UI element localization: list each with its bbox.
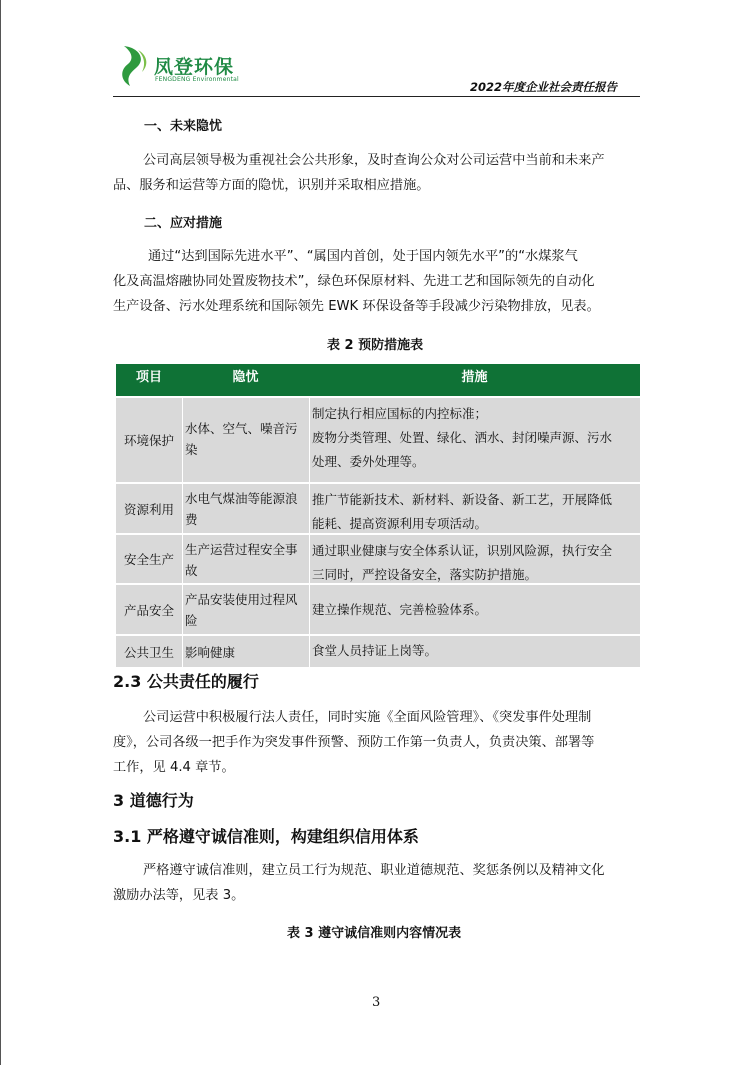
- text-line: 激励办法等，见表 3。: [113, 888, 245, 903]
- table-row: [116, 583, 640, 634]
- header-measure: 措施: [461, 370, 488, 385]
- text-line: 处理、委外处理等。: [312, 454, 425, 469]
- text-line: 故: [185, 563, 198, 578]
- text-line: 水体、空气、噪音污: [185, 421, 298, 436]
- text-line: 制定执行相应国标的内控标准；: [312, 406, 488, 421]
- text-line: 公司运营中积极履行法人责任，同时实施《全面风险管理》、《突发事件处理制: [143, 710, 592, 725]
- paragraph-2-3: [113, 705, 641, 780]
- text-line: 废物分类管理、处置、绿化、洒水、封闭噪声源、污水: [312, 430, 613, 445]
- text-line: 生产设备、污水处理系统和国际领先 EWK 环保设备等手段减少污染物排放，见表。: [113, 299, 600, 314]
- header-divider: [113, 96, 640, 97]
- cell-concern: [182, 535, 309, 583]
- text-line: 工作，见 4.4 章节。: [113, 760, 235, 775]
- text-line: 化及高温熔融协同处置废物技术”，绿色环保原材料、先进工艺和国际领先的自动化: [113, 274, 595, 289]
- cell-concern: [182, 636, 309, 667]
- text-line: 通过职业健康与安全体系认证，识别风险源，执行安全: [312, 543, 613, 558]
- text-line: 三同时，严控设备安全，落实防护措施。: [312, 567, 538, 582]
- text-line: 影响健康: [185, 645, 236, 660]
- page-left-border: [0, 0, 1, 1065]
- paragraph-3-1: [113, 858, 641, 908]
- text-line: 险: [185, 613, 198, 628]
- text-line: 建立操作规范、完善检验体系。: [312, 602, 488, 617]
- text-line: 水电气煤油等能源浪: [185, 491, 298, 506]
- logo-english-text: FENGDENG Environmental: [155, 76, 239, 83]
- paragraph-future-concerns: [113, 148, 641, 198]
- header-concern: 隐忧: [232, 370, 259, 385]
- cell-measure: [309, 484, 640, 533]
- text-line: 染: [185, 442, 198, 457]
- cell-measure: [309, 636, 640, 667]
- heading-future-concerns: 一、未来隐忧: [144, 119, 223, 134]
- text-line: 生产运营过程安全事: [185, 542, 298, 557]
- text-line: 通过“达到国际先进水平”、“属国内首创，处于国内领先水平”的“水煤浆气: [148, 249, 578, 264]
- cell-concern: [182, 585, 309, 634]
- cell-measure: [309, 535, 640, 583]
- table-header-row: [116, 364, 640, 396]
- logo-chinese-text: 凤登环保: [154, 56, 235, 78]
- table-row: [116, 482, 640, 533]
- page-number: 3: [372, 995, 381, 1010]
- cell-measure: [309, 585, 640, 634]
- table-row: [116, 396, 640, 482]
- cell-item: 安全生产: [123, 552, 174, 567]
- text-line: 食堂人员持证上岗等。: [312, 643, 438, 658]
- text-line: 产品安装使用过程风: [185, 592, 298, 607]
- text-line: 推广节能新技术、新材料、新设备、新工艺，开展降低: [312, 492, 613, 507]
- text-line: 能耗、提高资源利用专项活动。: [312, 516, 488, 531]
- company-logo: [116, 42, 239, 88]
- heading-response-measures: 二、应对措施: [144, 216, 223, 231]
- leaf-logo-icon: [116, 42, 156, 88]
- cell-item: 产品安全: [123, 602, 174, 618]
- heading-3: 3 道德行为: [113, 791, 194, 810]
- cell-item: 公共卫生: [123, 644, 174, 660]
- cell-measure: [309, 398, 640, 482]
- text-line: 品、服务和运营等方面的隐忧，识别并采取相应措施。: [113, 178, 430, 193]
- text-line: 严格遵守诚信准则，建立员工行为规范、职业道德规范、奖惩条例以及精神文化: [143, 863, 605, 878]
- table3-caption: 表 3 遵守诚信准则内容情况表: [287, 926, 462, 941]
- report-title: 2022年度企业社会责任报告: [470, 80, 618, 94]
- heading-2-3: 2.3 公共责任的履行: [113, 672, 259, 691]
- table2-caption: 表 2 预防措施表: [327, 338, 424, 353]
- cell-item: 资源利用: [123, 501, 174, 517]
- cell-concern: [182, 484, 309, 533]
- table-row: [116, 533, 640, 583]
- paragraph-response-measures: [113, 244, 641, 319]
- header-item: 项目: [135, 370, 162, 385]
- heading-3-1: 3.1 严格遵守诚信准则，构建组织信用体系: [113, 827, 419, 846]
- text-line: 度》，公司各级一把手作为突发事件预警、预防工作第一负责人，负责决策、部署等: [113, 735, 595, 750]
- cell-concern: [182, 398, 309, 482]
- text-line: 公司高层领导极为重视社会公共形象，及时查询公众对公司运营中当前和未来产: [143, 153, 605, 168]
- table-row: [116, 634, 640, 667]
- text-line: 费: [185, 512, 198, 527]
- cell-item: 环境保护: [123, 433, 174, 448]
